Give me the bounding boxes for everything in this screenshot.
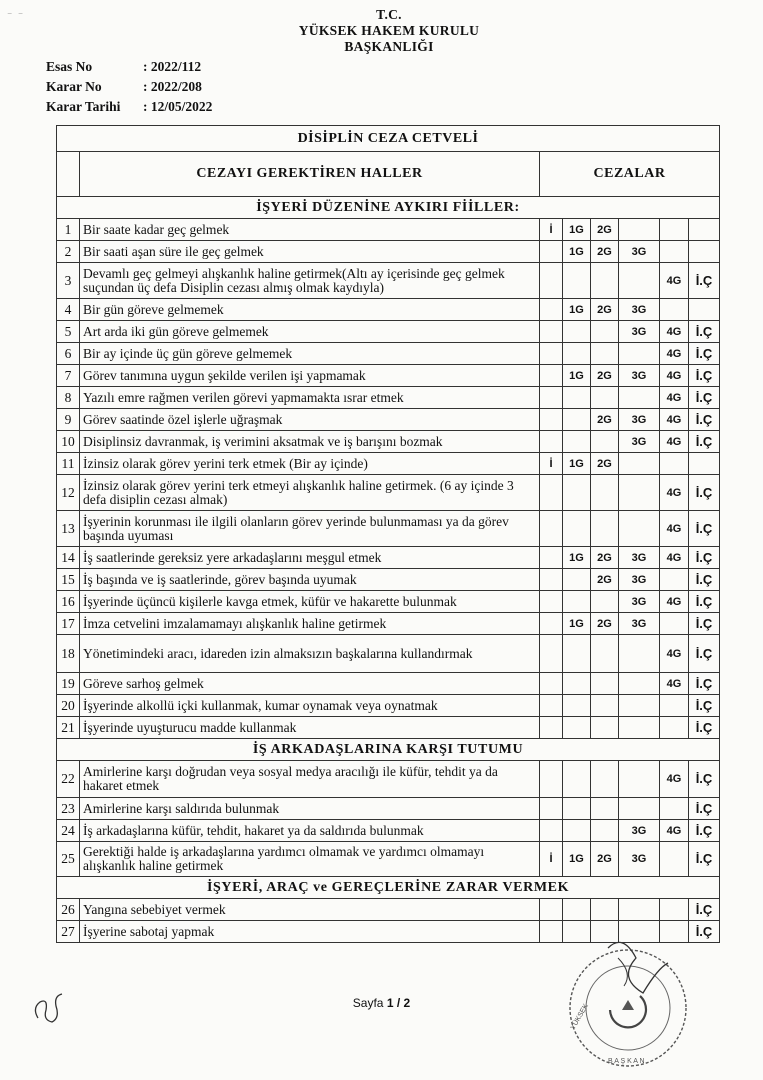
penalty-cell: 3G [619,613,660,635]
penalty-cell [591,431,619,453]
document-header [0,7,763,55]
penalty-cell [563,798,591,820]
table-title-row [57,126,720,152]
penalty-cell [563,475,591,511]
penalty-cell: 4G [660,409,689,431]
penalty-cell: 3G [619,591,660,613]
table-title: DİSİPLİN CEZA CETVELİ [57,126,720,152]
penalty-cell: 3G [619,299,660,321]
penalty-cell [540,365,563,387]
penalty-cell [660,717,689,739]
row-number: 9 [57,409,80,431]
row-number: 26 [57,899,80,921]
offense-description: Gerektiği halde iş arkadaşlarına yardımcı olmamak ve yardımcı olmamayı alışkanlık haline getirmek [80,842,540,877]
penalty-cell [689,299,720,321]
penalty-cell: 3G [619,431,660,453]
row-number: 5 [57,321,80,343]
penalty-cell [619,798,660,820]
row-number: 24 [57,820,80,842]
offense-description: İş saatlerinde gereksiz yere arkadaşlarını meşgul etmek [80,547,540,569]
table-row [57,613,720,635]
table-row [57,899,720,921]
header-empty-cell [57,152,80,197]
table-row [57,511,720,547]
penalty-cell: İ [540,842,563,877]
meta-label: Karar No [46,79,102,94]
penalty-cell: İ.Ç [689,365,720,387]
penalty-cell: 2G [591,241,619,263]
table-row [57,591,720,613]
row-number: 19 [57,673,80,695]
penalty-cell: 4G [660,635,689,673]
table-row [57,219,720,241]
penalty-cell [689,241,720,263]
penalty-cell [591,591,619,613]
penalty-cell: İ.Ç [689,761,720,798]
penalty-cell [563,761,591,798]
penalty-cell [591,820,619,842]
penalty-cell: 3G [619,569,660,591]
penalty-cell [540,899,563,921]
penalty-cell: 1G [563,365,591,387]
penalty-cell [540,431,563,453]
penalty-cell: 4G [660,343,689,365]
row-number: 21 [57,717,80,739]
penalty-cell: 3G [619,241,660,263]
penalty-cell [619,343,660,365]
meta-row-date [46,97,212,117]
meta-value: : 2022/112 [143,59,202,74]
penalty-cell [619,475,660,511]
offense-description: İzinsiz olarak görev yerini terk etmek (Bir ay içinde) [80,453,540,475]
penalty-cell [540,263,563,299]
section-header-row [57,197,720,219]
penalty-cell: İ.Ç [689,899,720,921]
penalty-cell: İ.Ç [689,613,720,635]
table-row [57,635,720,673]
penalty-cell [540,761,563,798]
penalty-cell [591,695,619,717]
row-number: 13 [57,511,80,547]
page-number: 1 / 2 [386,996,411,1010]
penalty-cell: İ.Ç [689,695,720,717]
penalty-cell: 1G [563,299,591,321]
penalty-cell: 2G [591,613,619,635]
penalty-cell: 2G [591,365,619,387]
penalty-cell [563,673,591,695]
penalty-cell [540,798,563,820]
penalty-cell: İ.Ç [689,820,720,842]
penalty-cell [591,761,619,798]
penalty-cell [619,263,660,299]
penalty-cell: İ.Ç [689,511,720,547]
table-row [57,717,720,739]
penalty-cell [540,673,563,695]
offense-description: İşyerinde uyuşturucu madde kullanmak [80,717,540,739]
penalty-cell: 4G [660,591,689,613]
footer-label: Sayfa [352,996,384,1010]
penalty-cell: İ [540,453,563,475]
offense-description: İşyerine sabotaj yapmak [80,921,540,943]
page-footer [0,996,763,1010]
penalty-cell [660,695,689,717]
table-row [57,695,720,717]
header-line-tc: T.C. [376,7,402,22]
penalty-cell [540,511,563,547]
penalty-cell: 4G [660,820,689,842]
table-row [57,569,720,591]
header-line-office: BAŞKANLIĞI [344,39,434,54]
penalty-cell: 4G [660,511,689,547]
case-meta [46,57,212,117]
penalty-cell [563,717,591,739]
penalty-cell: 1G [563,241,591,263]
penalty-cell [660,569,689,591]
row-number: 16 [57,591,80,613]
penalty-cell: 3G [619,820,660,842]
offense-description: Bir gün göreve gelmemek [80,299,540,321]
offense-description: İş başında ve iş saatlerinde, görev başında uyumak [80,569,540,591]
penalty-cell [563,387,591,409]
penalty-cell: 4G [660,431,689,453]
penalty-cell: 2G [591,453,619,475]
offense-description: Disiplinsiz davranmak, iş verimini aksatmak ve iş barışını bozmak [80,431,540,453]
penalty-cell: İ.Ç [689,343,720,365]
offense-description: İşyerinde üçüncü kişilerle kavga etmek, küfür ve hakarette bulunmak [80,591,540,613]
penalty-cell [563,591,591,613]
penalty-cell [563,343,591,365]
penalty-cell: 1G [563,547,591,569]
penalty-cell: 3G [619,365,660,387]
table-row [57,365,720,387]
penalty-cell: 1G [563,613,591,635]
header-line-institution: YÜKSEK HAKEM KURULU [298,23,480,38]
column-header-cases: CEZAYI GEREKTİREN HALLER [80,152,540,197]
penalty-cell: 4G [660,547,689,569]
penalty-cell [540,299,563,321]
penalty-cell [591,635,619,673]
penalty-cell [540,695,563,717]
meta-row-karar [46,77,212,97]
penalty-cell [660,453,689,475]
meta-value: : 12/05/2022 [143,99,213,114]
penalty-cell [540,635,563,673]
penalty-cell: İ.Ç [689,475,720,511]
offense-description: Göreve sarhoş gelmek [80,673,540,695]
penalty-cell [540,569,563,591]
penalty-cell [591,263,619,299]
penalty-cell: İ.Ç [689,717,720,739]
penalty-cell: 4G [660,475,689,511]
row-number: 15 [57,569,80,591]
penalty-cell [619,717,660,739]
penalty-cell: 2G [591,569,619,591]
offense-description: Bir saati aşan süre ile geç gelmek [80,241,540,263]
offense-description: İzinsiz olarak görev yerini terk etmeyi alışkanlık haline getirmek. (6 ay içinde 3 defa disiplin cezası almak) [80,475,540,511]
offense-description: İmza cetvelini imzalamamayı alışkanlık haline getirmek [80,613,540,635]
penalty-cell: İ.Ç [689,842,720,877]
penalty-cell: 4G [660,263,689,299]
penalty-cell [689,219,720,241]
section-header-row [57,739,720,761]
penalty-cell [563,569,591,591]
penalty-cell [619,511,660,547]
offense-description: Amirlerine karşı doğrudan veya sosyal medya aracılığı ile küfür, tehdit ya da hakaret etmek [80,761,540,798]
table-row [57,321,720,343]
penalty-cell: 2G [591,409,619,431]
section-header-row [57,877,720,899]
table-row [57,343,720,365]
row-number: 22 [57,761,80,798]
offense-description: İşyerinin korunması ile ilgili olanların görev yerinde bulunmaması ya da görev başında uyuması [80,511,540,547]
penalty-cell: 1G [563,842,591,877]
table-row [57,409,720,431]
penalty-cell: 3G [619,547,660,569]
penalty-cell [563,321,591,343]
penalty-cell [540,321,563,343]
penalty-cell [591,321,619,343]
penalty-cell: İ.Ç [689,591,720,613]
penalty-cell [540,591,563,613]
offense-description: Görev tanımına uygun şekilde verilen işi yapmamak [80,365,540,387]
section-title: İŞ ARKADAŞLARINA KARŞI TUTUMU [57,739,720,761]
table-row [57,798,720,820]
penalty-cell [591,899,619,921]
row-number: 14 [57,547,80,569]
svg-text:B A Ş K A N: B A Ş K A N [608,1058,645,1065]
penalty-cell [563,511,591,547]
penalty-cell: İ.Ç [689,387,720,409]
penalty-cell [660,842,689,877]
penalty-cell [660,219,689,241]
penalty-cell: İ.Ç [689,321,720,343]
penalty-cell [540,241,563,263]
row-number: 27 [57,921,80,943]
penalty-cell [591,798,619,820]
penalty-cell: 2G [591,219,619,241]
penalty-cell: İ.Ç [689,431,720,453]
table-row [57,431,720,453]
penalty-cell [540,717,563,739]
penalty-cell [660,798,689,820]
row-number: 8 [57,387,80,409]
penalty-cell: 3G [619,842,660,877]
penalty-cell [619,695,660,717]
penalty-cell [540,409,563,431]
table-row [57,299,720,321]
column-header-penalties: CEZALAR [540,152,720,197]
offense-description: İşyerinde alkollü içki kullanmak, kumar oynamak veya oynatmak [80,695,540,717]
offense-description: Yazılı emre rağmen verilen görevi yapmamakta ısrar etmek [80,387,540,409]
penalty-cell: İ.Ç [689,798,720,820]
offense-description: Bir saate kadar geç gelmek [80,219,540,241]
penalty-cell [660,899,689,921]
table-row [57,842,720,877]
row-number: 23 [57,798,80,820]
penalty-cell [563,635,591,673]
penalty-cell [591,511,619,547]
penalty-cell [540,547,563,569]
penalty-cell [540,475,563,511]
section-title: İŞYERİ DÜZENİNE AYKIRI FİİLLER: [57,197,720,219]
penalty-cell [563,431,591,453]
row-number: 2 [57,241,80,263]
penalty-cell [619,673,660,695]
table-row [57,263,720,299]
offense-description: Görev saatinde özel işlerle uğraşmak [80,409,540,431]
row-number: 4 [57,299,80,321]
penalty-cell [591,343,619,365]
penalty-cell [660,613,689,635]
table-row [57,387,720,409]
offense-description: Yangına sebebiyet vermek [80,899,540,921]
table-row [57,475,720,511]
penalty-cell: 4G [660,387,689,409]
penalty-cell [591,717,619,739]
penalty-cell: İ.Ç [689,673,720,695]
penalty-cell [619,219,660,241]
row-number: 25 [57,842,80,877]
penalty-cell: 1G [563,219,591,241]
row-number: 17 [57,613,80,635]
svg-text:YÜKSEK: YÜKSEK [569,1002,590,1031]
row-number: 7 [57,365,80,387]
meta-row-esas [46,57,212,77]
offense-description: Yönetimindeki aracı, idareden izin almaksızın başkalarına kullandırmak [80,635,540,673]
penalty-cell [540,387,563,409]
table-row [57,241,720,263]
penalty-cell [563,695,591,717]
table-row [57,673,720,695]
discipline-penalty-table [56,125,720,943]
penalty-cell: İ.Ç [689,547,720,569]
penalty-cell [619,899,660,921]
table-row [57,761,720,798]
penalty-cell [619,387,660,409]
penalty-cell: 3G [619,321,660,343]
penalty-cell: 2G [591,299,619,321]
penalty-cell [540,820,563,842]
penalty-cell: 2G [591,842,619,877]
penalty-cell [563,820,591,842]
table-row [57,820,720,842]
meta-label: Karar Tarihi [46,99,121,114]
row-number: 10 [57,431,80,453]
penalty-cell [619,453,660,475]
penalty-cell [660,299,689,321]
row-number: 18 [57,635,80,673]
table-header-row [57,152,720,197]
offense-description: Devamlı geç gelmeyi alışkanlık haline getirmek(Altı ay içerisinde geç gelmek suçundan üç defa Disiplin cezası almış olmak kaydıyla) [80,263,540,299]
penalty-cell: İ.Ç [689,921,720,943]
penalty-cell: İ [540,219,563,241]
penalty-cell [540,343,563,365]
penalty-cell: 4G [660,365,689,387]
row-number: 6 [57,343,80,365]
penalty-cell: İ.Ç [689,409,720,431]
row-number: 3 [57,263,80,299]
penalty-cell [660,241,689,263]
row-number: 11 [57,453,80,475]
row-number: 1 [57,219,80,241]
row-number: 20 [57,695,80,717]
penalty-cell: 2G [591,547,619,569]
penalty-cell [689,453,720,475]
penalty-cell [563,409,591,431]
penalty-cell: İ.Ç [689,569,720,591]
penalty-cell [540,613,563,635]
penalty-cell: 1G [563,453,591,475]
offense-description: Amirlerine karşı saldırıda bulunmak [80,798,540,820]
row-number: 12 [57,475,80,511]
penalty-cell [591,673,619,695]
penalty-cell: İ.Ç [689,635,720,673]
penalty-cell [563,899,591,921]
offense-description: İş arkadaşlarına küfür, tehdit, hakaret ya da saldırıda bulunmak [80,820,540,842]
penalty-cell [591,387,619,409]
meta-value: : 2022/208 [143,79,202,94]
section-title: İŞYERİ, ARAÇ ve GEREÇLERİNE ZARAR VERMEK [57,877,720,899]
penalty-cell: 4G [660,673,689,695]
penalty-cell [563,263,591,299]
penalty-cell: İ.Ç [689,263,720,299]
offense-description: Bir ay içinde üç gün göreve gelmemek [80,343,540,365]
penalty-cell: 3G [619,409,660,431]
penalty-cell: 4G [660,761,689,798]
penalty-cell [619,761,660,798]
meta-label: Esas No [46,59,93,74]
table-row [57,547,720,569]
table-row [57,453,720,475]
scan-mark: ‾ ‾ [8,14,23,25]
offense-description: Art arda iki gün göreve gelmemek [80,321,540,343]
penalty-cell: 4G [660,321,689,343]
penalty-cell [591,475,619,511]
penalty-cell [619,635,660,673]
